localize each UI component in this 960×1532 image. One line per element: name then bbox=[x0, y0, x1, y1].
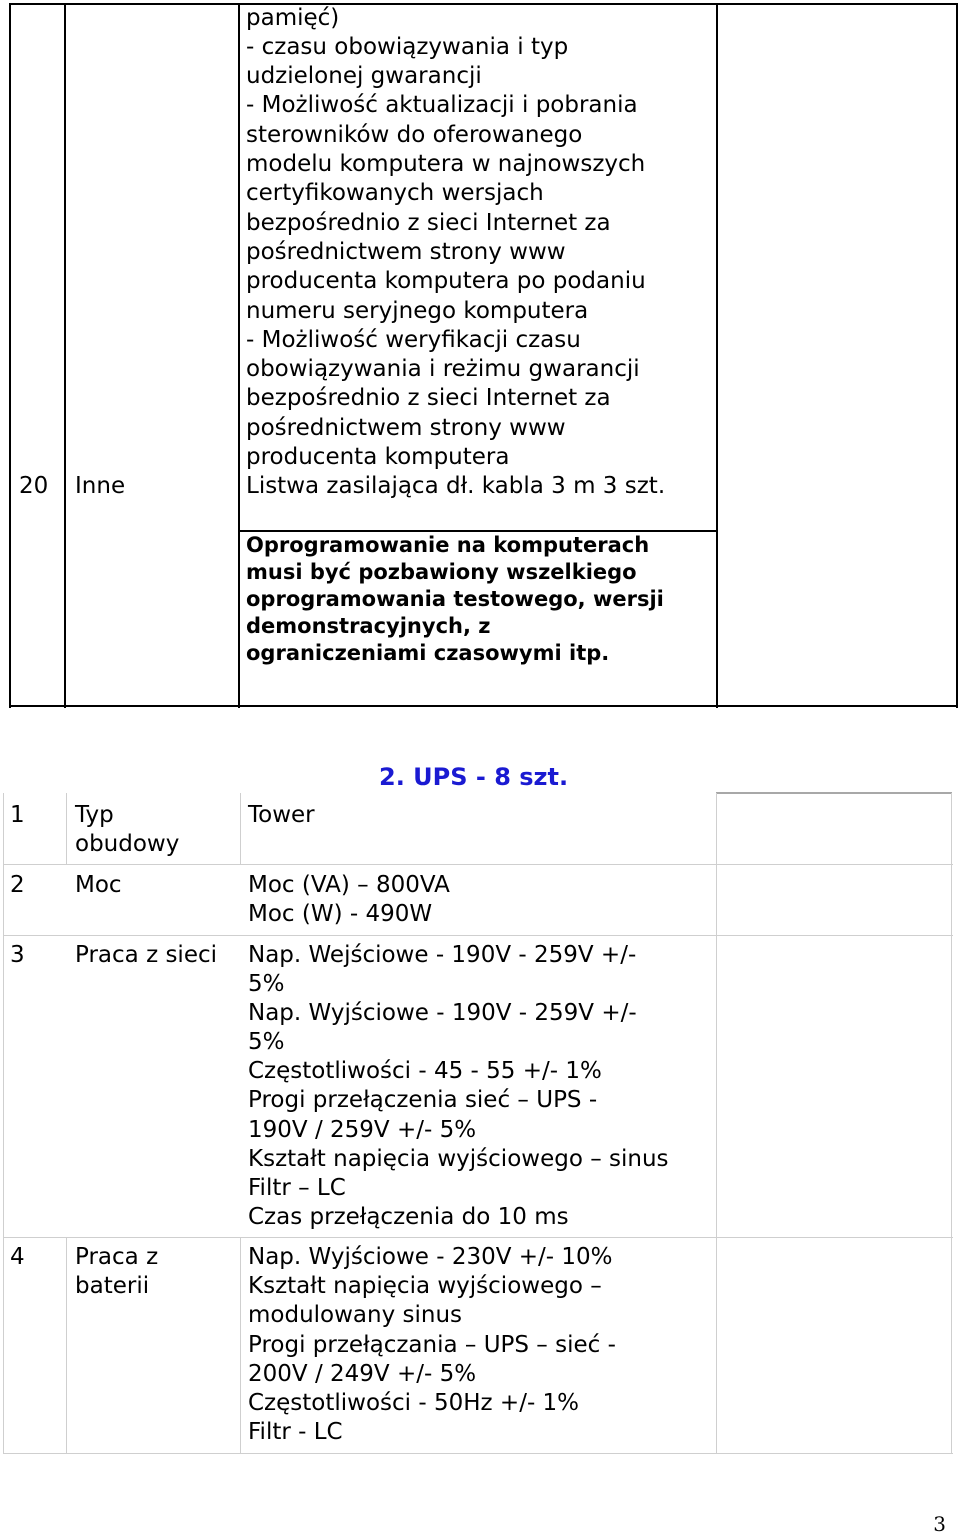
row-number: 20 bbox=[19, 473, 49, 499]
description-line: producenta komputera po podaniu bbox=[246, 268, 646, 294]
row-value: Filtr – LC bbox=[248, 1175, 346, 1201]
row-value: 5% bbox=[248, 1029, 285, 1055]
description-line: udzielonej gwarancji bbox=[246, 63, 482, 89]
row-value: Filtr - LC bbox=[248, 1419, 343, 1445]
table-border bbox=[3, 1453, 953, 1454]
description-line: - czasu obowiązywania i typ bbox=[246, 34, 569, 60]
description-line: - Możliwość aktualizacji i pobrania bbox=[246, 92, 638, 118]
table-border bbox=[66, 1237, 67, 1454]
row-value: Progi przełączenia sieć – UPS - bbox=[248, 1087, 598, 1113]
table-border bbox=[951, 793, 952, 1454]
row-name: obudowy bbox=[75, 831, 180, 857]
description-line: sterowników do oferowanego bbox=[246, 122, 583, 148]
row-value: Nap. Wyjściowe - 190V - 259V +/- bbox=[248, 1000, 637, 1026]
table-border bbox=[716, 792, 952, 794]
page-number: 3 bbox=[933, 1512, 946, 1532]
description-line: - Możliwość weryfikacji czasu bbox=[246, 327, 581, 353]
description-line: bezpośrednio z sieci Internet za bbox=[246, 210, 611, 236]
row-value: Częstotliwości - 45 - 55 +/- 1% bbox=[248, 1058, 602, 1084]
note-line: demonstracyjnych, z bbox=[246, 614, 491, 638]
row-name: Praca z sieci bbox=[75, 942, 218, 968]
table-border bbox=[3, 793, 4, 1454]
row-name: Praca z bbox=[75, 1244, 159, 1270]
note-line: oprogramowania testowego, wersji bbox=[246, 587, 664, 611]
row-number: 3 bbox=[10, 942, 25, 968]
note-line: Oprogramowanie na komputerach bbox=[246, 533, 650, 557]
description-line: certyfikowanych wersjach bbox=[246, 180, 544, 206]
table-border bbox=[716, 3, 718, 708]
row-value: Progi przełączania – UPS – sieć - bbox=[248, 1332, 616, 1358]
row-value: modulowany sinus bbox=[248, 1302, 463, 1328]
row-value: Nap. Wyjściowe - 230V +/- 10% bbox=[248, 1244, 613, 1270]
row-value: 200V / 249V +/- 5% bbox=[248, 1361, 477, 1387]
note-line: ograniczeniami czasowymi itp. bbox=[246, 641, 610, 665]
table-border bbox=[64, 3, 66, 708]
table-border bbox=[238, 3, 240, 708]
table-border bbox=[9, 705, 958, 707]
row-name: Moc bbox=[75, 872, 122, 898]
row-value: Listwa zasilająca dł. kabla 3 m 3 szt. bbox=[246, 473, 666, 499]
description-line: bezpośrednio z sieci Internet za bbox=[246, 385, 611, 411]
description-line: numeru seryjnego komputera bbox=[246, 298, 589, 324]
section-heading: 2. UPS - 8 szt. bbox=[379, 763, 569, 791]
row-value: Częstotliwości - 50Hz +/- 1% bbox=[248, 1390, 580, 1416]
description-line: obowiązywania i reżimu gwarancji bbox=[246, 356, 640, 382]
row-number: 2 bbox=[10, 872, 25, 898]
description-line: pamięć) bbox=[246, 5, 340, 31]
row-value: Nap. Wejściowe - 190V - 259V +/- bbox=[248, 942, 637, 968]
row-value: Tower bbox=[248, 802, 315, 828]
row-value: 190V / 259V +/- 5% bbox=[248, 1117, 477, 1143]
table-border bbox=[956, 3, 958, 708]
row-value: Kształt napięcia wyjściowego – sinus bbox=[248, 1146, 669, 1172]
table-border bbox=[240, 1237, 241, 1454]
specification-table-computers bbox=[0, 0, 960, 710]
note-line: musi być pozbawiony wszelkiego bbox=[246, 560, 637, 584]
description-line: producenta komputera bbox=[246, 444, 510, 470]
row-number: 4 bbox=[10, 1244, 25, 1270]
table-border bbox=[3, 935, 953, 936]
row-name: Inne bbox=[75, 473, 126, 499]
description-line: modelu komputera w najnowszych bbox=[246, 151, 646, 177]
row-value: Moc (W) - 490W bbox=[248, 901, 433, 927]
row-value: Czas przełączenia do 10 ms bbox=[248, 1204, 569, 1230]
table-border bbox=[9, 3, 958, 5]
row-value: 5% bbox=[248, 971, 285, 997]
description-line: pośrednictwem strony www bbox=[246, 239, 566, 265]
table-border bbox=[3, 864, 953, 865]
table-border bbox=[240, 793, 241, 865]
description-line: pośrednictwem strony www bbox=[246, 415, 566, 441]
row-name: baterii bbox=[75, 1273, 150, 1299]
row-value: Kształt napięcia wyjściowego – bbox=[248, 1273, 602, 1299]
table-border bbox=[3, 1237, 953, 1238]
table-border bbox=[66, 793, 67, 865]
table-border bbox=[716, 793, 717, 1454]
row-number: 1 bbox=[10, 802, 25, 828]
row-value: Moc (VA) – 800VA bbox=[248, 872, 450, 898]
table-border bbox=[9, 3, 11, 708]
row-name: Typ bbox=[75, 802, 114, 828]
